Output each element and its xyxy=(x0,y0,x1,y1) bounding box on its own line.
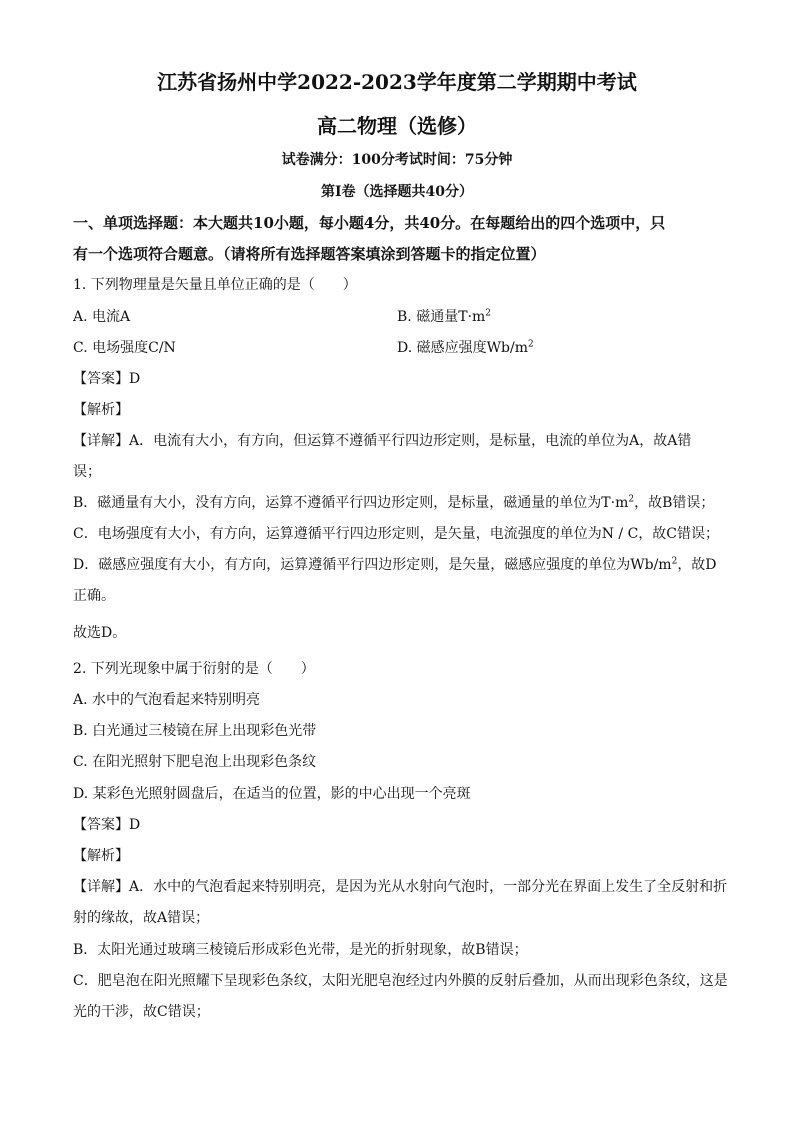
q1-detail-3-sup: 2 xyxy=(628,494,635,505)
q2-option-a: A. 水中的气泡看起来特别明亮 xyxy=(73,692,261,708)
q2-option-d: D. 某彩色光照射圆盘后，在适当的位置，影的中心出现一个亮斑 xyxy=(73,786,471,802)
q2-detail-2: 射的缘故，故A错误； xyxy=(73,910,210,926)
q2-detail-5: 光的干涉，故C错误； xyxy=(73,1004,210,1020)
q1-option-c: C. 电场强度C/N xyxy=(73,340,176,356)
q1-analysis-label: 【解析】 xyxy=(73,402,129,418)
q1-stem: 1. 下列物理量是矢量且单位正确的是（ ） xyxy=(73,277,357,293)
q1-conclusion: 故选D。 xyxy=(73,625,127,641)
q1-option-d xyxy=(397,338,534,358)
q2-option-b: B. 白光通过三棱镜在屏上出现彩色光带 xyxy=(73,723,317,739)
q1-detail-3-tail: ，故B错误； xyxy=(634,495,715,511)
section-heading-line1: 一、单项选择题：本大题共10小题，每小题4分，共40分。在每题给出的四个选项中，只 xyxy=(73,214,666,232)
exam-info: 试卷满分：100分考试时间：75分钟 xyxy=(281,152,513,168)
q2-analysis-label: 【解析】 xyxy=(73,848,129,864)
q1-detail-5-tail: ，故D xyxy=(677,557,717,573)
q1-detail-3 xyxy=(73,493,714,513)
q1-option-b-sup: 2 xyxy=(485,308,491,319)
q1-answer: 【答案】D xyxy=(73,371,141,387)
exam-subtitle: 高二物理（选修） xyxy=(317,114,477,138)
q2-answer: 【答案】D xyxy=(73,817,141,833)
q1-option-a: A. 电流A xyxy=(73,309,131,325)
q1-option-b-text: B. 磁通量T·m xyxy=(397,309,486,325)
q2-detail-4: C．肥皂泡在阳光照耀下呈现彩色条纹，太阳光肥皂泡经过内外膜的反射后叠加，从而出现彩色条纹，这是 xyxy=(73,973,728,989)
q1-option-d-text: D. 磁感应强度Wb/m xyxy=(397,340,528,356)
q2-option-c: C. 在阳光照射下肥皂泡上出现彩色条纹 xyxy=(73,754,317,770)
q1-option-b xyxy=(397,307,491,327)
q1-detail-5 xyxy=(73,555,717,575)
q2-stem: 2. 下列光现象中属于衍射的是（ ） xyxy=(73,661,315,677)
q1-detail-2: 误； xyxy=(73,464,101,480)
q1-detail-3-text: B．磁通量有大小，没有方向，运算不遵循平行四边形定则，是标量，磁通量的单位为T·m xyxy=(73,495,629,511)
q1-detail-4: C．电场强度有大小，有方向，运算遵循平行四边形定则，是矢量，电流强度的单位为N / C，故C错误； xyxy=(73,526,720,542)
q2-detail-3: B．太阳光通过玻璃三棱镜后形成彩色光带，是光的折射现象，故B错误； xyxy=(73,942,528,958)
q2-detail-1: 【详解】A．水中的气泡看起来特别明亮，是因为光从水射向气泡时，一部分光在界面上发生了全反射和折 xyxy=(73,879,728,895)
exam-title: 江苏省扬州中学2022-2023学年度第二学期期中考试 xyxy=(157,70,637,94)
q1-detail-6: 正确。 xyxy=(73,588,115,604)
section-heading-line2: 有一个选项符合题意。（请将所有选择题答案填涂到答题卡的指定位置） xyxy=(73,245,546,263)
q1-detail-5-sup: 2 xyxy=(671,556,678,567)
q1-option-d-sup: 2 xyxy=(527,339,534,350)
q1-detail-1: 【详解】A．电流有大小，有方向，但运算不遵循平行四边形定则，是标量，电流的单位为A，故A错 xyxy=(73,433,692,449)
volume-title: 第Ⅰ卷（选择题共40分） xyxy=(320,184,474,200)
q1-detail-5-text: D．磁感应强度有大小，有方向，运算遵循平行四边形定则，是矢量，磁感应强度的单位为Wb/m xyxy=(73,557,672,573)
